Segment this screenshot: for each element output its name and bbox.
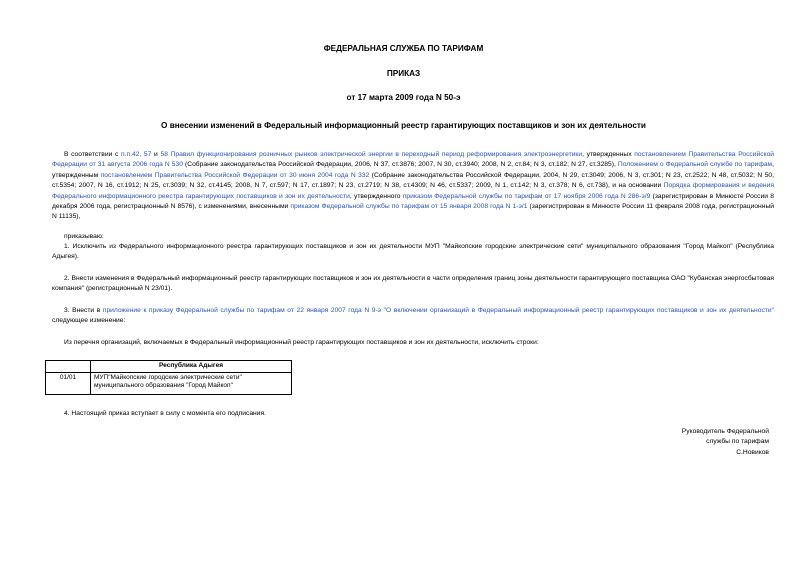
- item-2: 2. Внести изменения в Федеральный информационный реестр гарантирующих поставщиков и зон их деятельности в части определения границ зоны деятельности гарантирующего поставщика ОАО "Кубанская энергосбытовая компания" (регистрационный N 23/01).: [52, 275, 774, 293]
- item-3-text: следующее изменение:: [52, 317, 126, 325]
- table-row: [46, 361, 292, 373]
- link-rules-retail-markets[interactable]: 58 Правил функционирования розничных рынков электрической энергии в переходный период реформирования электроэнергетики: [160, 151, 583, 158]
- link-fst-regulation[interactable]: Положением о Федеральной службе по тарифам: [617, 161, 773, 169]
- link-registry-procedure[interactable]: Порядка формирования и ведения Федерального информационного реестра гарантирующих поставщиков и зон их деятельности: [52, 182, 774, 200]
- preamble-text: (Собрание законодательства Российской Федерации, 2006, N 37, ст.3876; 2007, N 30, ст.3940; 2008, N 2, ст.84; N 3, ст.182; N 27, ст.3285),: [182, 161, 618, 169]
- link-decree-530[interactable]: постановлением Правительства Российской Федерации от 31 августа 2006 года N 530: [52, 151, 775, 169]
- item-3-text: 3. Внести в: [64, 307, 103, 314]
- preamble-text: , утвержденного: [349, 192, 403, 200]
- link-order-286[interactable]: приказом Федеральной службы по тарифам от 17 ноября 2006 года N 286-э/9: [402, 192, 651, 200]
- preamble-text: , утвержденным: [52, 161, 775, 179]
- preamble-text: (Собрание законодательства Российской Федерации, 2004, N 29, ст.3049; 2006, N 3, ст.301; N 23, ст.2522; N 48, ст.5032; N 50, ст.5354; 2007, N 16, ст.1912; N 25, ст.3039; N 32, ст.4145; 2008, N 7, ст.597; N 17, ст.1897; N 23, ст.2719; N 38, ст.4309; N 46, ст.5337; 2009, N 1, ст.142; N 3, ст.378; N 6, ст.738), и на основании: [52, 171, 775, 190]
- registry-code: 01/01: [46, 373, 91, 395]
- preamble-text: , утвержденных: [582, 151, 635, 158]
- excluded-rows-table: [45, 360, 292, 395]
- agency-name: ФЕДЕРАЛЬНАЯ СЛУЖБА ПО ТАРИФАМ: [323, 44, 484, 53]
- exclude-line: Из перечня организаций, включаемых в Федеральный информационный реестр гарантирующих поставщиков и зон их деятельности, исключить строки:: [64, 339, 539, 346]
- table-row: [46, 373, 292, 395]
- link-rules-points[interactable]: п.п.42, 57: [121, 151, 152, 158]
- item-4: 4. Настоящий приказ вступает в силу с момента его подписания.: [64, 410, 266, 417]
- document-date-number: от 17 марта 2009 года N 50-э: [346, 93, 461, 102]
- signature-line-1: Руководитель Федеральной: [681, 428, 769, 435]
- organization-name: МУП"Майкопские городские электрические сети" муниципального образования "Город Майкоп": [91, 373, 292, 395]
- link-order-9[interactable]: приложение к приказу Федеральной службы по тарифам от 22 января 2007 года N 9-э "О включении организаций в Федеральный информационный реестр гарантирующих поставщиков и зон их деятельности": [102, 307, 774, 314]
- document-title: О внесении изменений в Федеральный информационный реестр гарантирующих поставщиков и зон их деятельности: [161, 121, 646, 130]
- preamble-text: (зарегистрирован в Минюсте России 8 декабря 2006 года, регистрационный N 8576), с изменениями, внесенными: [52, 192, 774, 211]
- preamble-text: (зарегистрирован в Минюсте России 11 февраля 2008 года, регистрационный N 11135),: [52, 203, 774, 221]
- preamble-text: В соответствии с: [64, 151, 121, 158]
- order-word: приказываю:: [64, 233, 104, 240]
- preamble-text: и: [151, 151, 161, 158]
- link-order-1[interactable]: приказом Федеральной службы по тарифам от 15 января 2008 года N 1-э/1: [290, 203, 528, 211]
- table-cell: [46, 361, 91, 373]
- item-1: 1. Исключить из Федерального информационного реестра гарантирующих поставщиков и зон их деятельности МУП "Майкопские городские электрические сети" муниципального образования "Город Майкоп" (Республика Адыгея).: [52, 243, 774, 261]
- item-3: [52, 306, 774, 327]
- link-decree-332[interactable]: постановлением Правительства Российской Федерации от 30 июня 2004 года N 332: [100, 171, 370, 179]
- document-type: ПРИКАЗ: [386, 69, 421, 78]
- region-header: Республика Адыгея: [91, 361, 292, 373]
- signature-name: С.Новиков: [736, 448, 769, 456]
- signature-line-2: службы по тарифам: [706, 438, 769, 446]
- preamble-paragraph: [52, 150, 774, 223]
- signature-block: [682, 427, 769, 458]
